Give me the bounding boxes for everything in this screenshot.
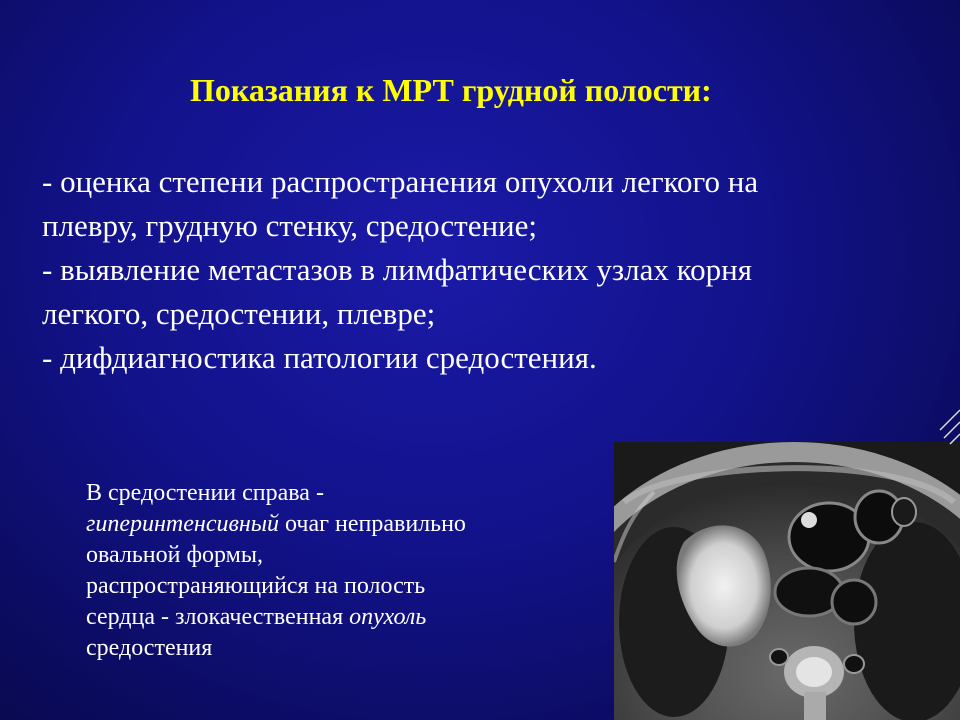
- caption-line-5: [86, 602, 606, 633]
- mri-chest-scan-image: [614, 442, 960, 720]
- caption-line-3: овальной формы,: [86, 542, 263, 568]
- bullet-line-3: - выявление метастазов в лимфатических узлах корня: [42, 252, 752, 287]
- caption-line-1: В средостении справа -: [86, 480, 324, 506]
- image-caption: [86, 478, 606, 664]
- caption-line-6: средостения: [86, 635, 213, 661]
- bullet-line-2: плевру, грудную стенку, средостение;: [42, 208, 538, 243]
- bullet-line-4: легкого, средостении, плевре;: [42, 296, 436, 331]
- caption-line-2-rest: очаг неправильно: [279, 511, 466, 537]
- caption-italic-tumor: опухоль: [349, 604, 427, 630]
- bullet-line-1: - оценка степени распространения опухоли легкого на: [42, 164, 759, 199]
- slide-title: Показания к МРТ грудной полости:: [190, 72, 712, 108]
- caption-line-5-start: сердца - злокачественная: [86, 604, 350, 630]
- caption-line-4: распространяющийся на полость: [86, 573, 426, 599]
- bullet-line-5: - дифдиагностика патологии средостения.: [42, 340, 597, 375]
- indications-list: [42, 160, 932, 380]
- caption-italic-term: гиперинтенсивный: [86, 511, 280, 537]
- corner-decoration: [930, 400, 960, 450]
- caption-line-2: [86, 509, 606, 540]
